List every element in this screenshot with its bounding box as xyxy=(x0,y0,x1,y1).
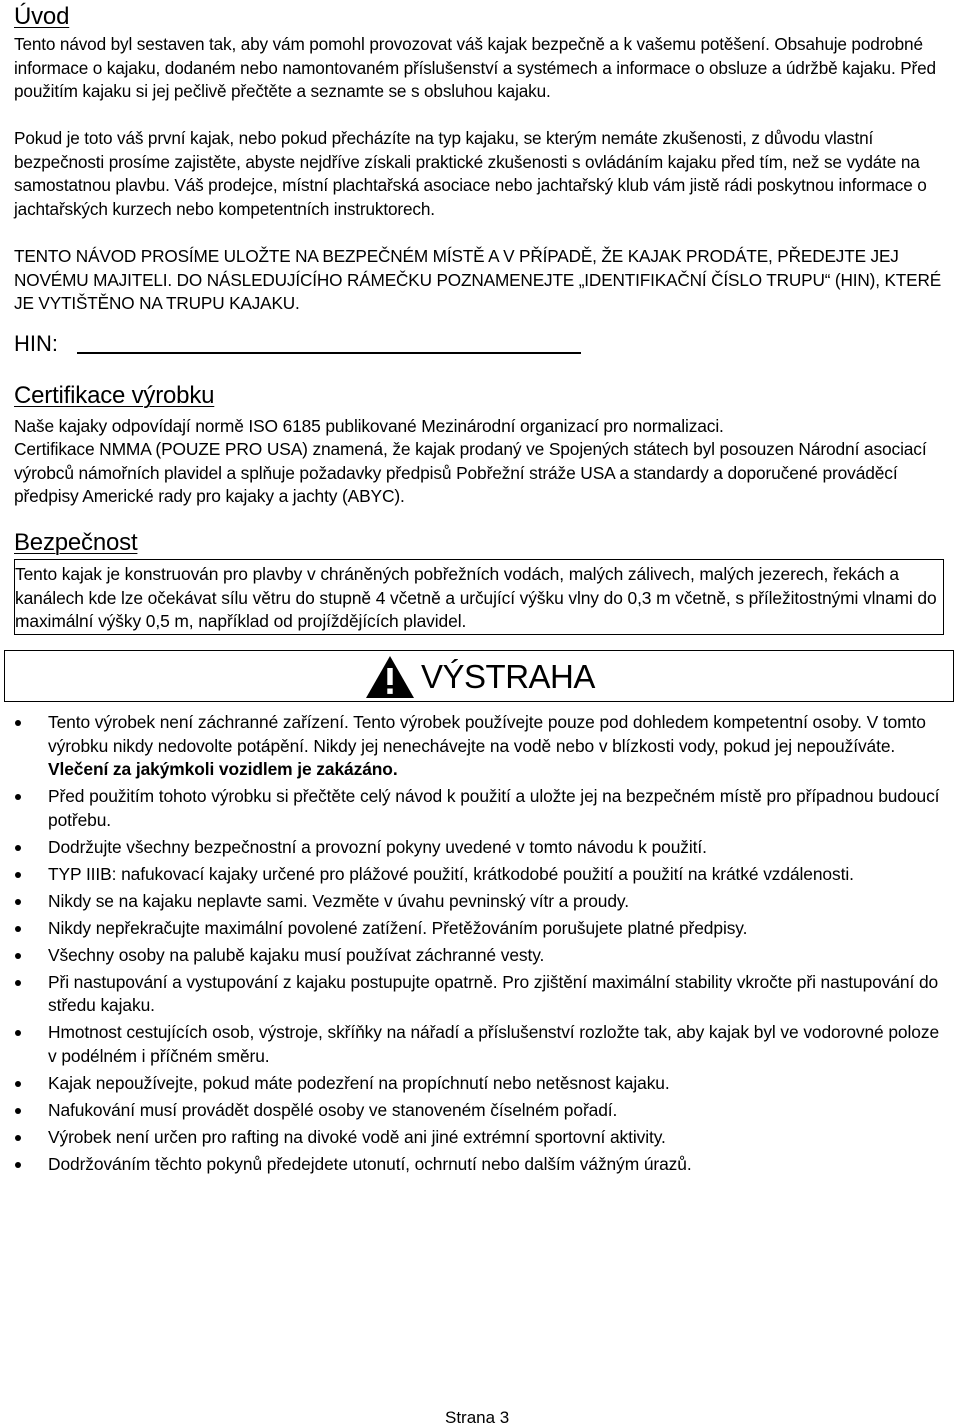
warning-item-bold-text: Vlečení za jakýmkoli vozidlem je zakázáno. xyxy=(48,759,398,779)
list-item xyxy=(14,863,946,887)
bullet-icon xyxy=(15,720,21,726)
bullet-icon xyxy=(15,980,21,986)
bullet-icon xyxy=(15,794,21,800)
list-item xyxy=(14,711,946,782)
hin-field xyxy=(14,330,574,360)
warning-item-text: Všechny osoby na palubě kajaku musí používat záchranné vesty. xyxy=(48,944,545,965)
bullet-icon xyxy=(15,1135,21,1141)
warning-list xyxy=(14,711,946,1180)
storage-notice-paragraph: TENTO NÁVOD PROSÍME ULOŽTE NA BEZPEČNÉM MÍSTĚ A V PŘÍPADĚ, ŽE KAJAK PRODÁTE, PŘEDEJTE JEJ NOVÉMU MAJITELI. DO NÁSLEDUJÍCÍHO RÁMEČKU POZNAMENEJTE „IDENTIFIKAČNÍ ČÍSLO TRUPU“ (HIN), KTERÉ JE VYTIŠTĚNO NA TRUPU KAJAKU. xyxy=(14,246,942,313)
bullet-icon xyxy=(15,1162,21,1168)
warning-item-text: Kajak nepoužívejte, pokud máte podezření na propíchnutí nebo netěsnost kajaku. xyxy=(48,1072,670,1093)
bullet-icon xyxy=(15,926,21,932)
list-item xyxy=(14,917,946,941)
list-item xyxy=(14,1072,946,1096)
list-item xyxy=(14,1153,946,1177)
list-item xyxy=(14,836,946,860)
warning-item-text: Nikdy nepřekračujte maximální povolené zatížení. Přetěžováním porušujete platné předpisy. xyxy=(48,917,748,938)
warning-item-text: TYP IIIB: nafukovací kajaky určené pro plážové použití, krátkodobé použití a použití na krátké vzdálenosti. xyxy=(48,863,854,884)
bullet-icon xyxy=(15,845,21,851)
certification-iso-line: Naše kajaky odpovídají normě ISO 6185 publikované Mezinárodní organizací pro normalizaci. xyxy=(14,416,724,436)
bullet-icon xyxy=(15,1030,21,1036)
list-item xyxy=(14,1021,946,1068)
warning-item-text: Dodržováním těchto pokynů předejdete utonutí, ochrnutí nebo dalším vážným úrazů. xyxy=(48,1153,692,1174)
warning-triangle-icon xyxy=(365,655,415,699)
heading-bezpecnost: Bezpečnost xyxy=(14,529,138,556)
list-item xyxy=(14,1126,946,1150)
page-number: Strana 3 xyxy=(445,1408,510,1427)
warning-item-text: Hmotnost cestujících osob, výstroje, skříňky na nářadí a příslušenství rozložte tak, aby kajak byl ve vodorovné poloze v podélném i příčném směru. xyxy=(48,1022,940,1066)
certification-nmma-paragraph: Certifikace NMMA (POUZE PRO USA) znamená, že kajak prodaný ve Spojených státech byl posouzen Národní asociací výrobců námořních plavidel a splňuje požadavky předpisů Pobřežní stráže USA a standardy a doporučené prováděcí předpisy Americké rady pro kajaky a jachty (ABYC). xyxy=(14,439,927,506)
warning-item-text: Tento výrobek není záchranné zařízení. Tento výrobek používejte pouze pod dohledem kompetentní osoby. V tomto výrobku nikdy nedovolte potápění. Nikdy jej nenechávejte na vodě nebo v blízkosti vody, pokud jej nepoužíváte. xyxy=(48,712,926,756)
list-item xyxy=(14,785,946,832)
safety-conditions-text: Tento kajak je konstruován pro plavby v chráněných pobřežních vodách, malých zálivech, malých jezerech, řekách a kanálech kde lze očekávat sílu větru do stupně 4 včetně a určující výšku vlny do 0,3 m včetně, s příležitostnými vlnami do maximální výšky 0,5 m, například od projíždějících plavidel. xyxy=(15,564,937,631)
list-item xyxy=(14,890,946,914)
safety-conditions-box xyxy=(14,559,944,635)
bullet-icon xyxy=(15,899,21,905)
warning-item-text: Nikdy se na kajaku neplavte sami. Vezměte v úvahu pevninský vítr a proudy. xyxy=(48,890,629,911)
warning-item-text: Před použitím tohoto výrobku si přečtěte celý návod k použití a uložte jej na bezpečném místě pro případnou budoucí potřebu. xyxy=(48,786,940,830)
heading-uvod: Úvod xyxy=(14,3,70,30)
warning-header xyxy=(365,653,595,701)
heading-certifikace: Certifikace výrobku xyxy=(14,382,215,409)
bullet-icon xyxy=(15,1081,21,1087)
warning-title: VÝSTRAHA xyxy=(421,658,595,695)
bullet-icon xyxy=(15,1108,21,1114)
intro-paragraph: Tento návod byl sestaven tak, aby vám pomohl provozovat váš kajak bezpečně a k vašemu potěšení. Obsahuje podrobné informace o kajaku, dodaném nebo namontovaném příslušenství a systémech a informace o obsluze a údržbě kajaku. Před použitím kajaku si jej pečlivě přečtěte a seznamte se s obsluhou kajaku. xyxy=(14,34,936,101)
bullet-icon xyxy=(15,872,21,878)
bullet-icon xyxy=(15,953,21,959)
warning-item-text: Při nastupování a vystupování z kajaku postupujte opatrně. Pro zjištění maximální stability vkročte při nastupování do středu kajaku. xyxy=(48,971,939,1015)
first-kayak-paragraph: Pokud je toto váš první kajak, nebo pokud přecházíte na typ kajaku, se kterým nemáte zkušenosti, z důvodu vlastní bezpečnosti prosíme zajistěte, abyste nejdříve získali praktické zkušenosti s ovládáním kajaku před tím, než se vydáte na samostatnou plavbu. Váš prodejce, místní plachtařská asociace nebo jachtařský klub vám jistě rádi poskytnou informace o jachtařských kurzech nebo kompetentních instruktorech. xyxy=(14,128,927,219)
list-item xyxy=(14,1099,946,1123)
warning-item-text: Dodržujte všechny bezpečnostní a provozní pokyny uvedené v tomto návodu k použití. xyxy=(48,836,707,857)
hin-label: HIN: xyxy=(14,331,58,356)
warning-item-text: Nafukování musí provádět dospělé osoby ve stanoveném číselném pořadí. xyxy=(48,1099,618,1120)
list-item xyxy=(14,971,946,1018)
warning-header-box xyxy=(4,650,954,702)
warning-item-text: Výrobek není určen pro rafting na divoké vodě ani jiné extrémní sportovní aktivity. xyxy=(48,1126,666,1147)
hin-blank-line xyxy=(77,352,581,354)
list-item xyxy=(14,944,946,968)
